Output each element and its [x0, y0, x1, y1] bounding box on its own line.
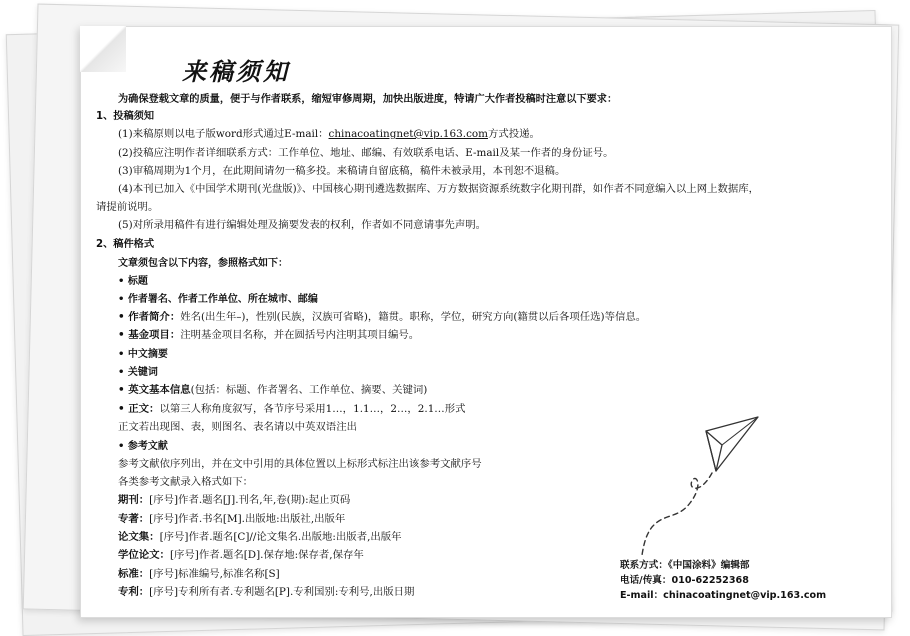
- submission-item-1: [118, 128, 540, 141]
- page-title: 来稿须知: [182, 58, 290, 86]
- bullet-title: • 标题: [118, 276, 148, 287]
- submission-item-4-cont: 请提前说明。: [96, 201, 159, 213]
- bullet-english: [118, 384, 427, 397]
- bullet-references: • 参考文献: [118, 441, 168, 452]
- ref-format-standard: [118, 568, 280, 581]
- ref-patent-label: 专利：: [118, 586, 150, 598]
- ref-journal-label: 期刊：: [118, 494, 150, 506]
- contact-email: E-mail：chinacoatingnet@vip.163.com: [620, 590, 827, 601]
- format-lead: 文章须包含以下内容，参照格式如下：: [118, 258, 288, 269]
- submission-item-1-suffix: 方式投递。: [488, 128, 540, 140]
- section-2-heading: 2、稿件格式: [96, 239, 155, 250]
- section-1-heading: 1、投稿须知: [96, 111, 155, 122]
- submission-email-link[interactable]: chinacoatingnet@vip.163.com: [328, 128, 488, 140]
- ref-patent-text: [序号]专利所有者.专利题名[P].专利国别:专利号,出版日期: [149, 586, 415, 598]
- ref-format-patent: [118, 586, 414, 599]
- ref-format-journal: [118, 494, 350, 507]
- intro-text: 为确保登载文章的质量，便于与作者联系，缩短审修周期，加快出版进度，特请广大作者投稿时注意以下要求：: [118, 94, 618, 105]
- ref-book-label: 专著：: [118, 513, 150, 525]
- ref-thesis-text: [序号]作者.题名[D].保存地:保存者,保存年: [169, 549, 364, 561]
- bullet-fund: [118, 329, 419, 342]
- bullet-keywords: • 关键词: [118, 367, 158, 378]
- bullet-fund-text: 注明基金项目名称，并在圆括号内注明其项目编号。: [180, 329, 420, 341]
- paper-plane-icon: [630, 415, 780, 565]
- body-note: 正文若出现图、表，则图名、表名请以中英双语注出: [118, 421, 357, 433]
- ref-format-thesis: [118, 549, 364, 562]
- ref-std-text: [序号]标准编号,标准名称[S]: [149, 568, 280, 580]
- ref-format-book: [118, 513, 345, 526]
- submission-item-3: (3)审稿周期为1个月，在此期间请勿一稿多投。来稿请自留底稿，稿件未被录用，本刊恕不退稿。: [118, 165, 566, 177]
- ref-proc-label: 论文集：: [118, 531, 160, 543]
- bullet-body: [118, 403, 465, 416]
- bullet-bio-label: • 作者简介：: [118, 311, 181, 323]
- ref-journal-text: [序号]作者.题名[J].刊名,年,卷(期):起止页码: [149, 494, 351, 506]
- submission-item-4: (4)本刊已加入《中国学术期刊(光盘版)》、中国核心期刊遴选数据库、万方数据资源系统数字化期刊群，如作者不同意编入以上网上数据库，: [118, 183, 760, 195]
- bullet-abstract: • 中文摘要: [118, 349, 168, 360]
- references-note-1: 参考文献依序列出，并在文中引用的具体位置以上标形式标注出该参考文献序号: [118, 458, 482, 470]
- submission-item-2: (2)投稿应注明作者详细联系方式：工作单位、地址、邮编、有效联系电话、E-mail及某一作者的身份证号。: [118, 147, 614, 159]
- submission-item-5: (5)对所录用稿件有进行编辑处理及摘要发表的权利，作者如不同意请事先声明。: [118, 219, 486, 231]
- ref-thesis-label: 学位论文：: [118, 549, 170, 561]
- ref-std-label: 标准：: [118, 568, 150, 580]
- bullet-bio: [118, 311, 646, 324]
- bullet-body-text: 以第三人称角度叙写，各节序号采用1…，1.1…，2…，2.1…形式: [159, 403, 466, 415]
- submission-item-1-prefix: (1)来稿原则以电子版word形式通过E-mail：: [118, 128, 329, 140]
- references-note-2: 各类参考文献录入格式如下：: [118, 476, 254, 488]
- ref-format-proceedings: [118, 531, 402, 544]
- bullet-fund-label: • 基金项目：: [118, 329, 181, 341]
- bullet-body-label: • 正文：: [118, 403, 160, 415]
- ref-proc-text: [序号]作者.题名[C]//论文集名.出版地:出版者,出版年: [159, 531, 402, 543]
- ref-book-text: [序号]作者.书名[M].出版地:出版社,出版年: [149, 513, 346, 525]
- bullet-english-label: • 英文基本信息: [118, 384, 191, 396]
- bullet-english-text: (包括：标题、作者署名、工作单位、摘要、关键词): [190, 384, 428, 396]
- contact-phone: 电话/传真：010-62252368: [620, 575, 749, 586]
- contact-department: 联系方式：《中国涂料》编辑部: [620, 560, 750, 571]
- bullet-authors: • 作者署名、作者工作单位、所在城市、邮编: [118, 294, 318, 305]
- bullet-bio-text: 姓名(出生年–)，性别(民族，汉族可省略)，籍贯。职称，学位，研究方向(籍贯以后各项任选)等信息。: [180, 311, 647, 323]
